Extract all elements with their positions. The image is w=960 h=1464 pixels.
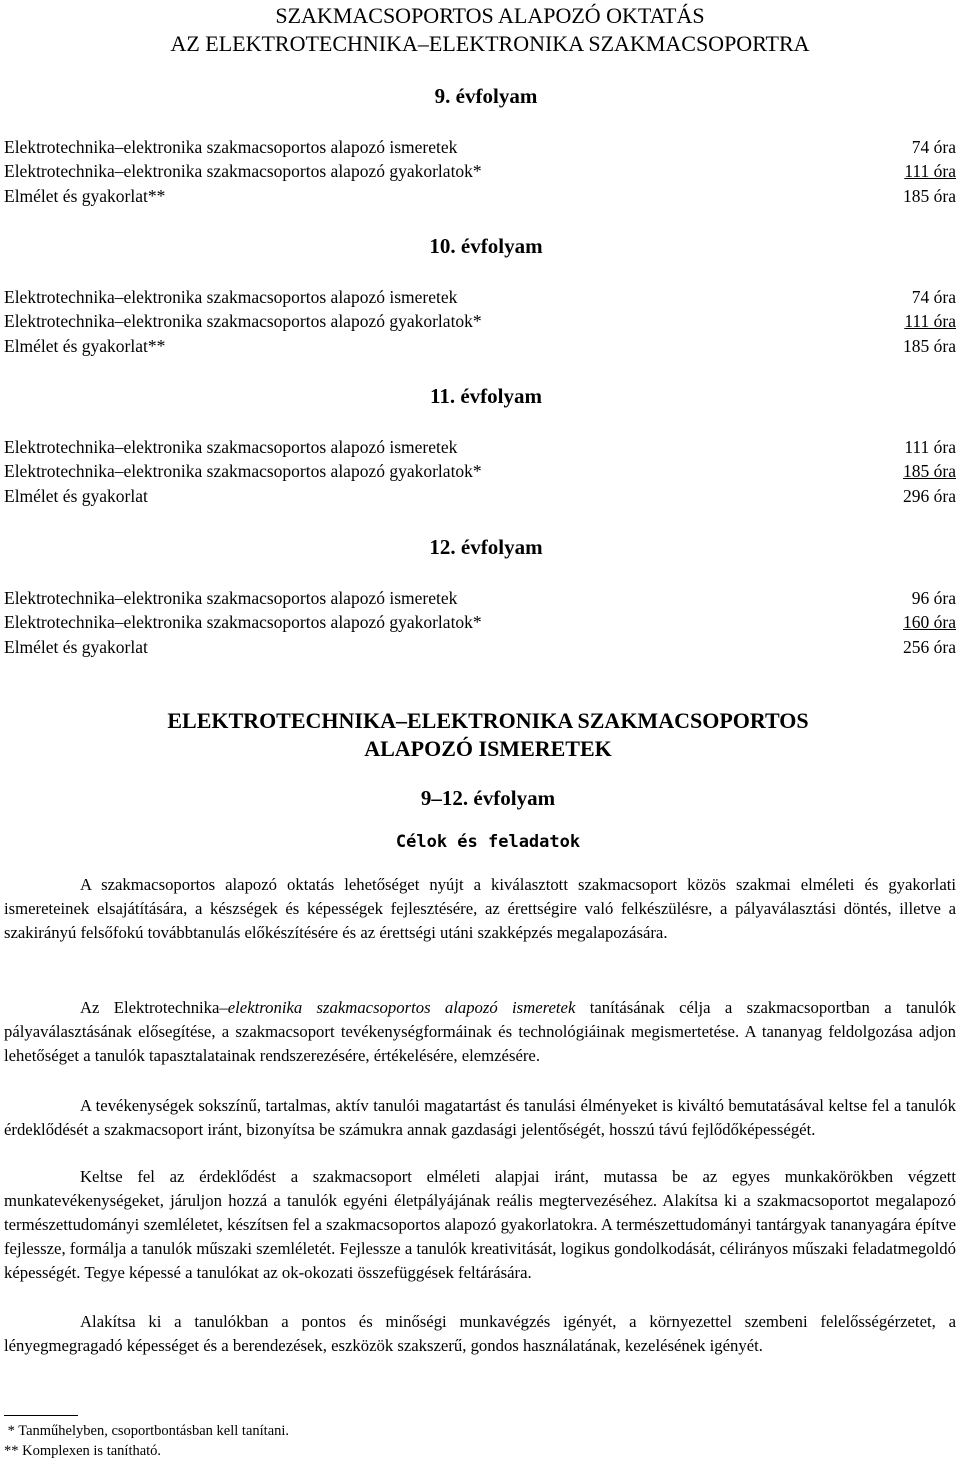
hours-row (4, 135, 956, 159)
grade-heading: 10. évfolyam (429, 234, 543, 258)
subject-label: Elektrotechnika–elektronika szakmacsoportos alapozó ismeretek (4, 287, 458, 307)
hours-row (4, 635, 956, 659)
subject-label: Elmélet és gyakorlat (4, 636, 148, 657)
grade-range-heading: 9–12. évfolyam (420, 786, 556, 810)
subject-label: Elektrotechnika–elektronika szakmacsoportos alapozó ismeretek (4, 437, 458, 457)
page-title-line-2: AZ ELEKTROTECHNIKA–ELEKTRONIKA SZAKMACSOPORTRA (170, 31, 810, 56)
section-title-line-2: ALAPOZÓ ISMERETEK (364, 736, 612, 761)
paragraph-activities: A tevékenységek sokszínű, tartalmas, aktív tanulói magatartást és tanulási élményeket is kiváltó bemutatásával keltse fel a tanulók érdeklődését a szakmacsoport iránt, bizonyítsa be számukra annak gazdasági jelentőségét, hosszú távú fejlődőképességét. (4, 1096, 956, 1139)
grade-block-10 (4, 234, 956, 358)
hours-value: 256 óra (903, 636, 956, 657)
paragraph-aims-subject: –elektronika szakmacsoportos alapozó ismeretek (219, 998, 576, 1017)
grade-block-9 (4, 84, 956, 208)
hours-value: 111 óra (904, 437, 956, 457)
hours-value: 160 óra (903, 612, 956, 633)
hours-value: 74 óra (911, 287, 956, 307)
hours-value: 185 óra (903, 185, 956, 206)
hours-row (4, 459, 956, 483)
hours-row (4, 586, 956, 610)
hours-row (4, 159, 956, 183)
paragraph-aims-rest: tanításának célja a szakmacsoportban a tanulók pályaválasztásának elősegítése, a szakmacsoport tevékenységformáinak és technológiáinak megismertetése. A tananyag feldolgozása adjon lehetőséget a tanulók tapasztalatainak rendszerezésére, értékelésére, elemzésére. (4, 998, 956, 1065)
footnote-1: * Tanműhelyben, csoportbontásban kell tanítani. (4, 1423, 290, 1439)
subject-label: Elektrotechnika–elektronika szakmacsoportos alapozó gyakorlatok* (4, 461, 482, 482)
grade-block-12 (4, 535, 956, 659)
grade-heading: 9. évfolyam (434, 84, 538, 108)
hours-value: 296 óra (903, 485, 956, 506)
hours-row (4, 285, 956, 309)
paragraph-interest: Keltse fel az érdeklődést a szakmacsoport elméleti alapjai iránt, mutassa be az egyes munkakörökben végzett munkatevékenységeket, járuljon hozzá a tanulók egyéni életpályájának reális megtervezéséhez. Alakítsa ki a szakmacsoportot megalapozó természettudományi szemléletet, készítsen fel a szakmacsoportos alapozó gyakorlatokra. A természettudományi tantárgyak tananyagára építve fejlessze, formálja a tanulók műszaki szemléletét. Fejlessze a tanulók kreativitását, logikus gondolkodását, célirányos műszaki feladatmegoldó képességét. Tegye képessé a tanulókat az ok-okozati összefüggések feltárására. (4, 1167, 956, 1282)
subject-label: Elektrotechnika–elektronika szakmacsoportos alapozó gyakorlatok* (4, 161, 482, 182)
goals-heading: Célok és feladatok (395, 832, 581, 852)
paragraph-quality: Alakítsa ki a tanulókban a pontos és minőségi munkavégzés igényét, a környezettel szembeni felelősségérzetet, a lényegmegragadó képességet és a berendezések, eszközök szakszerű, gondos használatának, kezelésének igényét. (4, 1312, 956, 1355)
paragraph-aims (4, 996, 956, 1068)
section-title-line-1: ELEKTROTECHNIKA–ELEKTRONIKA SZAKMACSOPORTOS (167, 708, 809, 733)
grade-block-11 (4, 384, 956, 508)
footnote-divider (4, 1415, 78, 1416)
hours-row (4, 334, 956, 358)
paragraph-aims-prefix: Az Elektrotechnika (80, 998, 220, 1017)
grade-heading: 11. évfolyam (430, 384, 542, 408)
subject-label: Elektrotechnika–elektronika szakmacsoportos alapozó gyakorlatok* (4, 612, 482, 633)
subject-label: Elmélet és gyakorlat** (4, 185, 166, 206)
hours-row (4, 184, 956, 208)
hours-value: 74 óra (911, 137, 956, 157)
subject-label: Elektrotechnika–elektronika szakmacsoportos alapozó gyakorlatok* (4, 311, 482, 332)
subject-label: Elmélet és gyakorlat** (4, 335, 166, 356)
page-title-line-1: SZAKMACSOPORTOS ALAPOZÓ OKTATÁS (275, 3, 705, 28)
hours-value: 111 óra (904, 311, 956, 332)
subject-label: Elmélet és gyakorlat (4, 485, 148, 506)
hours-row (4, 435, 956, 459)
hours-value: 185 óra (903, 335, 956, 356)
hours-value: 185 óra (903, 461, 956, 482)
hours-value: 111 óra (904, 161, 956, 182)
subject-label: Elektrotechnika–elektronika szakmacsoportos alapozó ismeretek (4, 137, 458, 157)
subject-label: Elektrotechnika–elektronika szakmacsoportos alapozó ismeretek (4, 588, 458, 608)
paragraph-intro: A szakmacsoportos alapozó oktatás lehetőséget nyújt a kiválasztott szakmacsoport közös szakmai elméleti és gyakorlati ismereteinek elsajátítására, a készségek és képességek fejlesztésére, az érettségire való felkészülésre, a pályaválasztási döntés, illetve a szakirányú felsőfokú továbbtanulás előkészítésére és az érettségi utáni szakképzés megalapozására. (4, 875, 956, 942)
hours-value: 96 óra (911, 588, 956, 608)
footnote-2: ** Komplexen is tanítható. (4, 1443, 162, 1459)
hours-row (4, 610, 956, 634)
hours-row (4, 484, 956, 508)
hours-row (4, 309, 956, 333)
grade-heading: 12. évfolyam (429, 535, 543, 559)
